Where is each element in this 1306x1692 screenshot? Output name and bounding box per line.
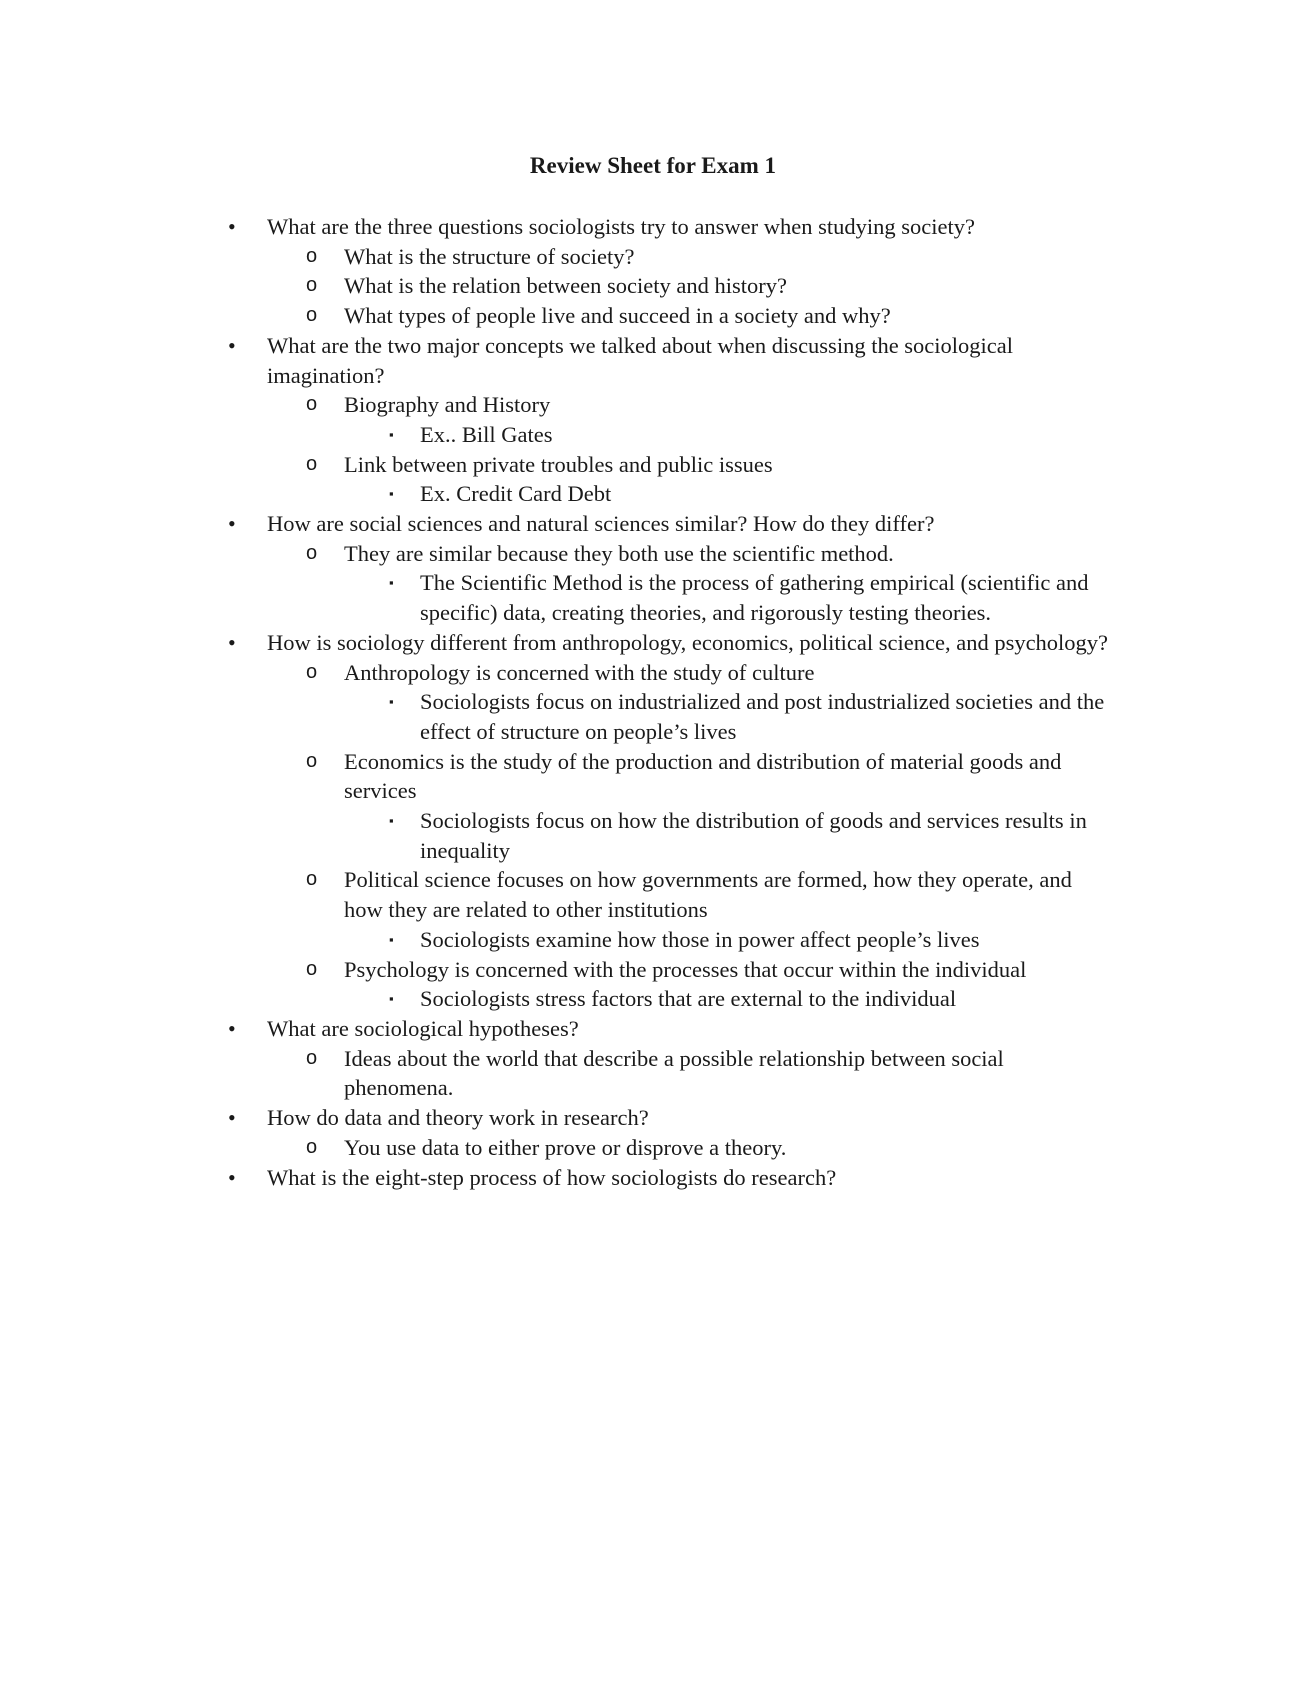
bullet-square-icon: ▪	[389, 694, 394, 710]
answer-item-text: You use data to either prove or disprove a theory.	[344, 1134, 787, 1160]
answer-item	[0, 865, 1306, 924]
answer-item	[0, 450, 1306, 480]
question-item	[0, 1014, 1306, 1044]
bullet-circle-icon: o	[306, 393, 318, 416]
bullet-square-icon: ▪	[389, 575, 394, 591]
answer-item-text: Ideas about the world that describe a possible relationship between social phenomena.	[344, 1045, 1004, 1101]
bullet-dot-icon: •	[228, 629, 236, 655]
bullet-circle-icon: o	[306, 957, 318, 980]
detail-item-text: The Scientific Method is the process of gathering empirical (scientific and specific) data, creating theories, and rigorously testing theories.	[420, 570, 1089, 626]
question-item	[0, 1163, 1306, 1193]
detail-item	[0, 925, 1306, 955]
answer-item	[0, 658, 1306, 688]
answer-item	[0, 1133, 1306, 1163]
bullet-circle-icon: o	[306, 274, 318, 297]
review-question-list	[0, 212, 1306, 1192]
answer-item	[0, 747, 1306, 806]
bullet-circle-icon: o	[306, 1046, 318, 1069]
question-item	[0, 1103, 1306, 1133]
document-title: Review Sheet for Exam 1	[529, 153, 777, 178]
question-item-text: How do data and theory work in research?	[267, 1105, 649, 1131]
bullet-dot-icon: •	[228, 332, 236, 358]
question-item-text: What are sociological hypotheses?	[267, 1015, 579, 1041]
question-item	[0, 212, 1306, 242]
question-item	[0, 331, 1306, 390]
answer-item-text: Link between private troubles and public issues	[344, 451, 773, 477]
detail-item	[0, 806, 1306, 865]
question-item	[0, 509, 1306, 539]
detail-item-text: Sociologists stress factors that are external to the individual	[420, 986, 957, 1012]
detail-item	[0, 479, 1306, 509]
bullet-circle-icon: o	[306, 660, 318, 683]
answer-item-text: They are similar because they both use the scientific method.	[344, 540, 894, 566]
answer-item	[0, 955, 1306, 985]
bullet-circle-icon: o	[306, 452, 318, 475]
question-item-text: What are the three questions sociologists try to answer when studying society?	[267, 214, 975, 239]
bullet-square-icon: ▪	[389, 991, 394, 1007]
bullet-circle-icon: o	[306, 541, 318, 564]
detail-item-text: Sociologists focus on how the distribution of goods and services results in inequality	[420, 808, 1087, 863]
answer-item-text: Psychology is concerned with the processes that occur within the individual	[344, 956, 1027, 982]
bullet-circle-icon: o	[306, 1135, 318, 1158]
answer-item	[0, 539, 1306, 569]
answer-item	[0, 271, 1306, 301]
answer-item-text: What is the relation between society and history?	[344, 273, 787, 299]
question-item-text: How is sociology different from anthropology, economics, political science, and psychology?	[267, 629, 1109, 655]
detail-item-text: Sociologists examine how those in power affect people’s lives	[420, 926, 980, 952]
answer-item-text: Biography and History	[344, 392, 551, 418]
answer-item-text: Anthropology is concerned with the study of culture	[344, 659, 815, 685]
detail-item	[0, 568, 1306, 627]
bullet-circle-icon: o	[306, 749, 318, 772]
bullet-circle-icon: o	[306, 304, 318, 327]
bullet-circle-icon: o	[306, 244, 318, 267]
bullet-dot-icon: •	[228, 1164, 236, 1190]
answer-item	[0, 242, 1306, 272]
answer-item-text: What is the structure of society?	[344, 243, 635, 269]
detail-item-text: Sociologists focus on industrialized and post industrialized societies and the effect of structure on people’s lives	[420, 689, 1105, 744]
question-item-text: What are the two major concepts we talked about when discussing the sociological imagination?	[267, 332, 1014, 388]
question-item-text: How are social sciences and natural sciences similar? How do they differ?	[267, 511, 935, 537]
detail-item	[0, 420, 1306, 450]
answer-item-text: Political science focuses on how governments are formed, how they operate, and how they are related to other institutions	[344, 867, 1072, 923]
bullet-square-icon: ▪	[389, 486, 394, 502]
bullet-dot-icon: •	[228, 1105, 236, 1131]
question-item-text: What is the eight-step process of how sociologists do research?	[267, 1164, 837, 1190]
bullet-dot-icon: •	[228, 214, 236, 239]
answer-item	[0, 301, 1306, 331]
answer-item	[0, 390, 1306, 420]
detail-item-text: Ex. Credit Card Debt	[420, 481, 612, 507]
bullet-circle-icon: o	[306, 868, 318, 891]
detail-item-text: Ex.. Bill Gates	[420, 421, 553, 447]
bullet-square-icon: ▪	[389, 931, 394, 947]
bullet-dot-icon: •	[228, 511, 236, 537]
answer-item-text: What types of people live and succeed in a society and why?	[344, 303, 891, 329]
bullet-square-icon: ▪	[389, 426, 394, 442]
detail-item	[0, 984, 1306, 1014]
question-item	[0, 628, 1306, 658]
bullet-square-icon: ▪	[389, 813, 394, 829]
bullet-dot-icon: •	[228, 1015, 236, 1041]
answer-item	[0, 1044, 1306, 1103]
answer-item-text: Economics is the study of the production and distribution of material goods and services	[344, 748, 1062, 804]
detail-item	[0, 687, 1306, 746]
